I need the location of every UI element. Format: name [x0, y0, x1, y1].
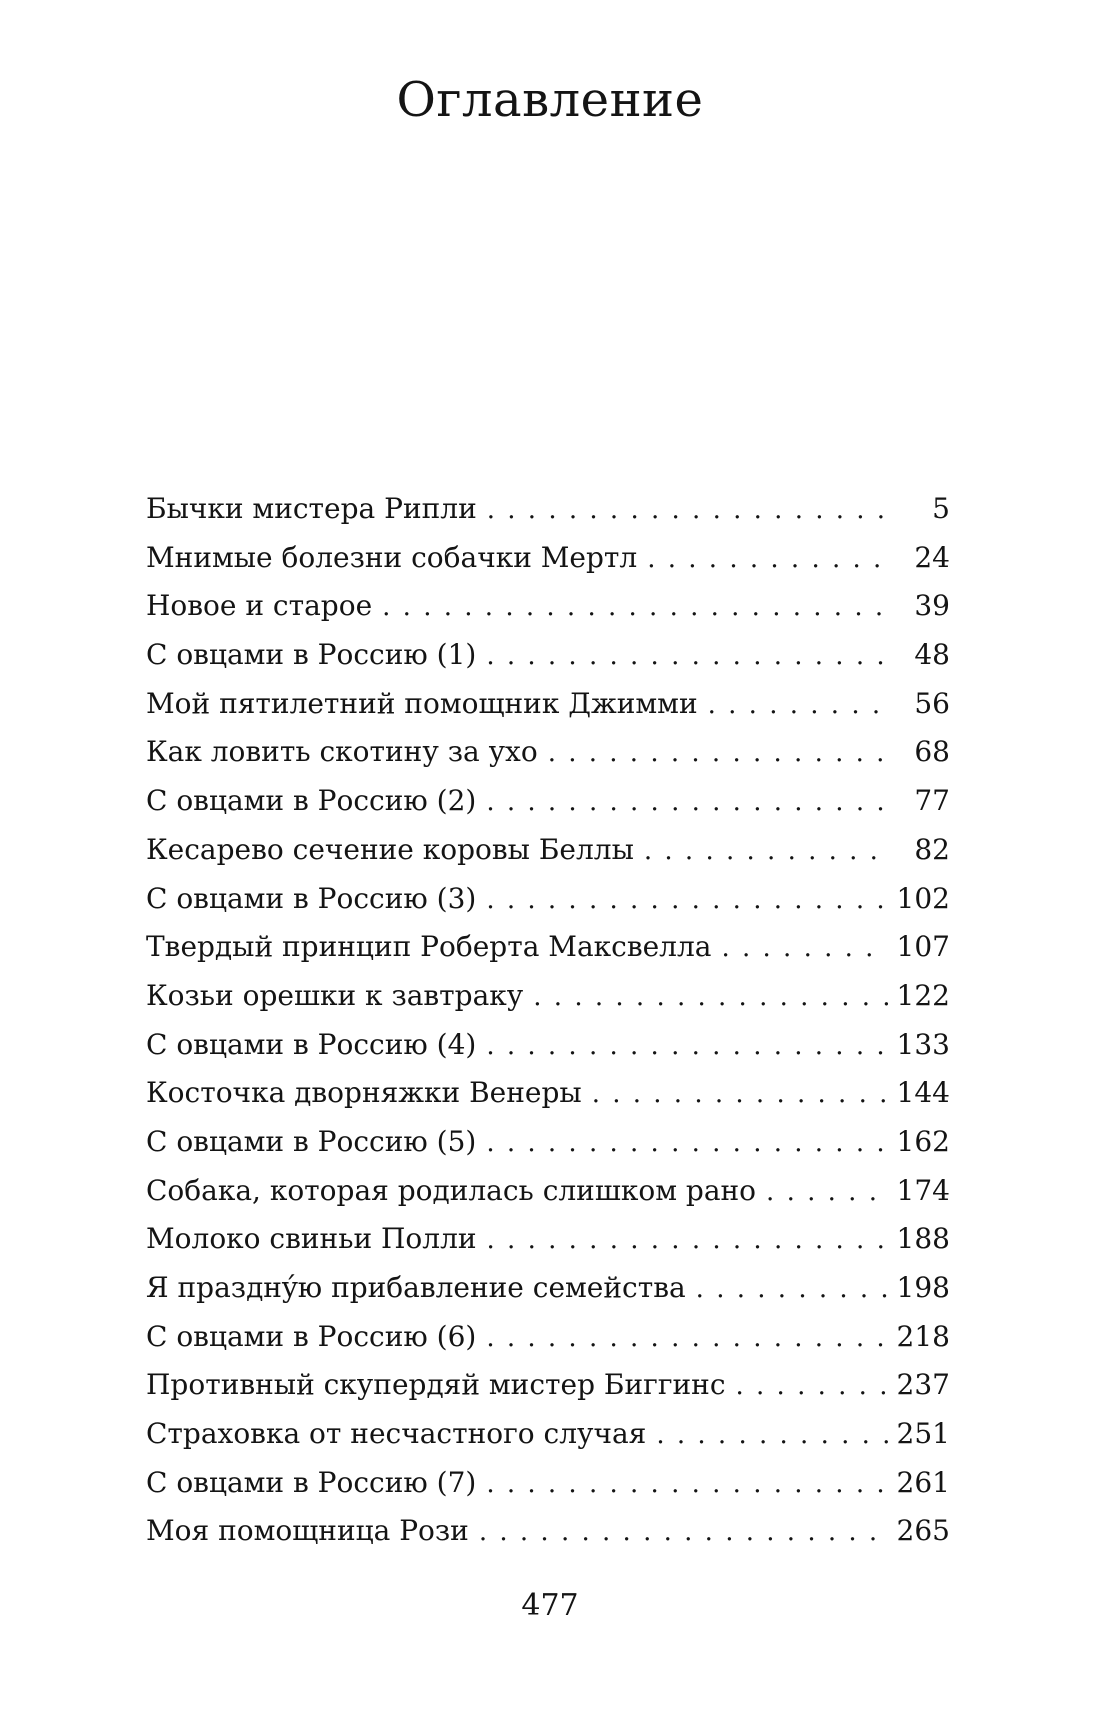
toc-entry	[146, 1167, 950, 1216]
dot-leader	[486, 1119, 888, 1168]
toc-entry-page: 133	[896, 1027, 950, 1061]
toc-entry-page: 144	[896, 1076, 950, 1110]
dot-leader	[486, 632, 888, 681]
toc-entry-title: Кесарево сечение коровы Беллы	[146, 832, 634, 866]
dot-leader	[766, 1168, 888, 1217]
toc-entry	[146, 1410, 950, 1459]
toc-entry-page: 68	[914, 735, 950, 769]
toc-entry-title: Страховка от несчастного случая	[146, 1417, 647, 1451]
dot-leader	[736, 1362, 889, 1411]
dot-leader	[548, 729, 888, 778]
dot-leader	[486, 778, 888, 827]
toc-entry-title: Козьи орешки к завтраку	[146, 978, 524, 1012]
dot-leader	[592, 1070, 888, 1119]
toc-entry	[146, 1313, 950, 1362]
toc-entry-title: Противный скупердяй мистер Биггинс	[146, 1368, 726, 1402]
toc-entry-page: 218	[896, 1319, 950, 1353]
toc-entry-title: Бычки мистера Рипли	[146, 492, 477, 525]
table-of-contents	[146, 485, 950, 1556]
toc-entry-page: 198	[896, 1271, 950, 1304]
toc-entry-title: Как ловить скотину за ухо	[146, 735, 538, 769]
dot-leader	[487, 1216, 888, 1265]
toc-entry	[146, 1215, 950, 1264]
toc-entry	[146, 631, 950, 680]
page-number: 477	[521, 1588, 579, 1623]
dot-leader	[486, 1314, 888, 1363]
toc-entry	[146, 728, 950, 777]
dot-leader	[708, 681, 888, 730]
toc-entry-page: 174	[896, 1173, 950, 1207]
toc-entry	[146, 1459, 950, 1508]
toc-entry-title: С овцами в Россию (7)	[146, 1465, 477, 1499]
toc-entry	[146, 1021, 950, 1070]
toc-entry-page: 48	[914, 638, 950, 672]
dot-leader	[647, 535, 888, 584]
dot-leader	[721, 924, 888, 973]
dot-leader	[486, 876, 888, 925]
toc-entry-title: Твердый принцип Роберта Максвелла	[146, 930, 712, 964]
toc-entry-page: 5	[932, 492, 950, 525]
toc-entry-page: 122	[896, 978, 950, 1012]
toc-entry-title: С овцами в Россию (6)	[146, 1319, 477, 1353]
toc-entry-title: С овцами в Россию (5)	[146, 1124, 477, 1158]
toc-entry-page: 82	[914, 832, 950, 866]
toc-entry	[146, 1361, 950, 1410]
toc-entry-title: С овцами в Россию (4)	[146, 1027, 477, 1061]
page-title: Оглавление	[396, 72, 704, 128]
toc-entry	[146, 777, 950, 826]
toc-entry	[146, 1264, 950, 1313]
toc-entry-page: 251	[896, 1417, 950, 1451]
toc-entry-title: С овцами в Россию (3)	[146, 881, 477, 915]
toc-entry	[146, 582, 950, 631]
toc-entry	[146, 972, 950, 1021]
dot-leader	[486, 1022, 888, 1071]
toc-entry	[146, 485, 950, 534]
toc-entry-page: 39	[914, 589, 950, 623]
toc-entry-page: 265	[896, 1514, 950, 1548]
dot-leader	[656, 1411, 888, 1460]
toc-entry-title: Молоко свиньи Полли	[146, 1222, 477, 1256]
toc-entry-page: 24	[914, 540, 950, 574]
toc-entry	[146, 1069, 950, 1118]
dot-leader	[486, 1460, 888, 1509]
toc-entry-title: Мой пятилетний помощник Джимми	[146, 686, 698, 720]
toc-entry-title: Моя помощница Рози	[146, 1514, 469, 1548]
toc-entry-title: С овцами в Россию (2)	[146, 784, 477, 818]
toc-entry-page: 261	[896, 1465, 950, 1499]
toc-entry-title: Новое и старое	[146, 589, 373, 623]
toc-entry-page: 77	[914, 784, 950, 818]
dot-leader	[382, 583, 888, 632]
toc-entry	[146, 1507, 950, 1556]
dot-leader	[479, 1508, 888, 1557]
toc-entry	[146, 875, 950, 924]
toc-entry-page: 188	[896, 1222, 950, 1256]
toc-entry	[146, 1118, 950, 1167]
toc-entry	[146, 826, 950, 875]
toc-entry-page: 162	[896, 1124, 950, 1158]
toc-entry-title: Собака, которая родилась слишком рано	[146, 1173, 757, 1207]
toc-entry	[146, 680, 950, 729]
dot-leader	[533, 973, 888, 1022]
toc-entry-page: 237	[896, 1368, 950, 1402]
toc-entry	[146, 923, 950, 972]
toc-entry-title: Косточка дворняжки Венеры	[146, 1076, 582, 1110]
dot-leader	[644, 827, 888, 876]
toc-entry-title: Мнимые болезни собачки Мертл	[146, 540, 638, 574]
toc-entry-page: 56	[914, 686, 950, 720]
toc-entry	[146, 534, 950, 583]
dot-leader	[487, 486, 888, 535]
toc-entry-page: 107	[896, 930, 950, 964]
toc-entry-page: 102	[896, 881, 950, 915]
toc-entry-title: Я празднýю прибавление семейства	[146, 1271, 686, 1304]
dot-leader	[696, 1265, 888, 1314]
toc-entry-title: С овцами в Россию (1)	[146, 638, 477, 672]
